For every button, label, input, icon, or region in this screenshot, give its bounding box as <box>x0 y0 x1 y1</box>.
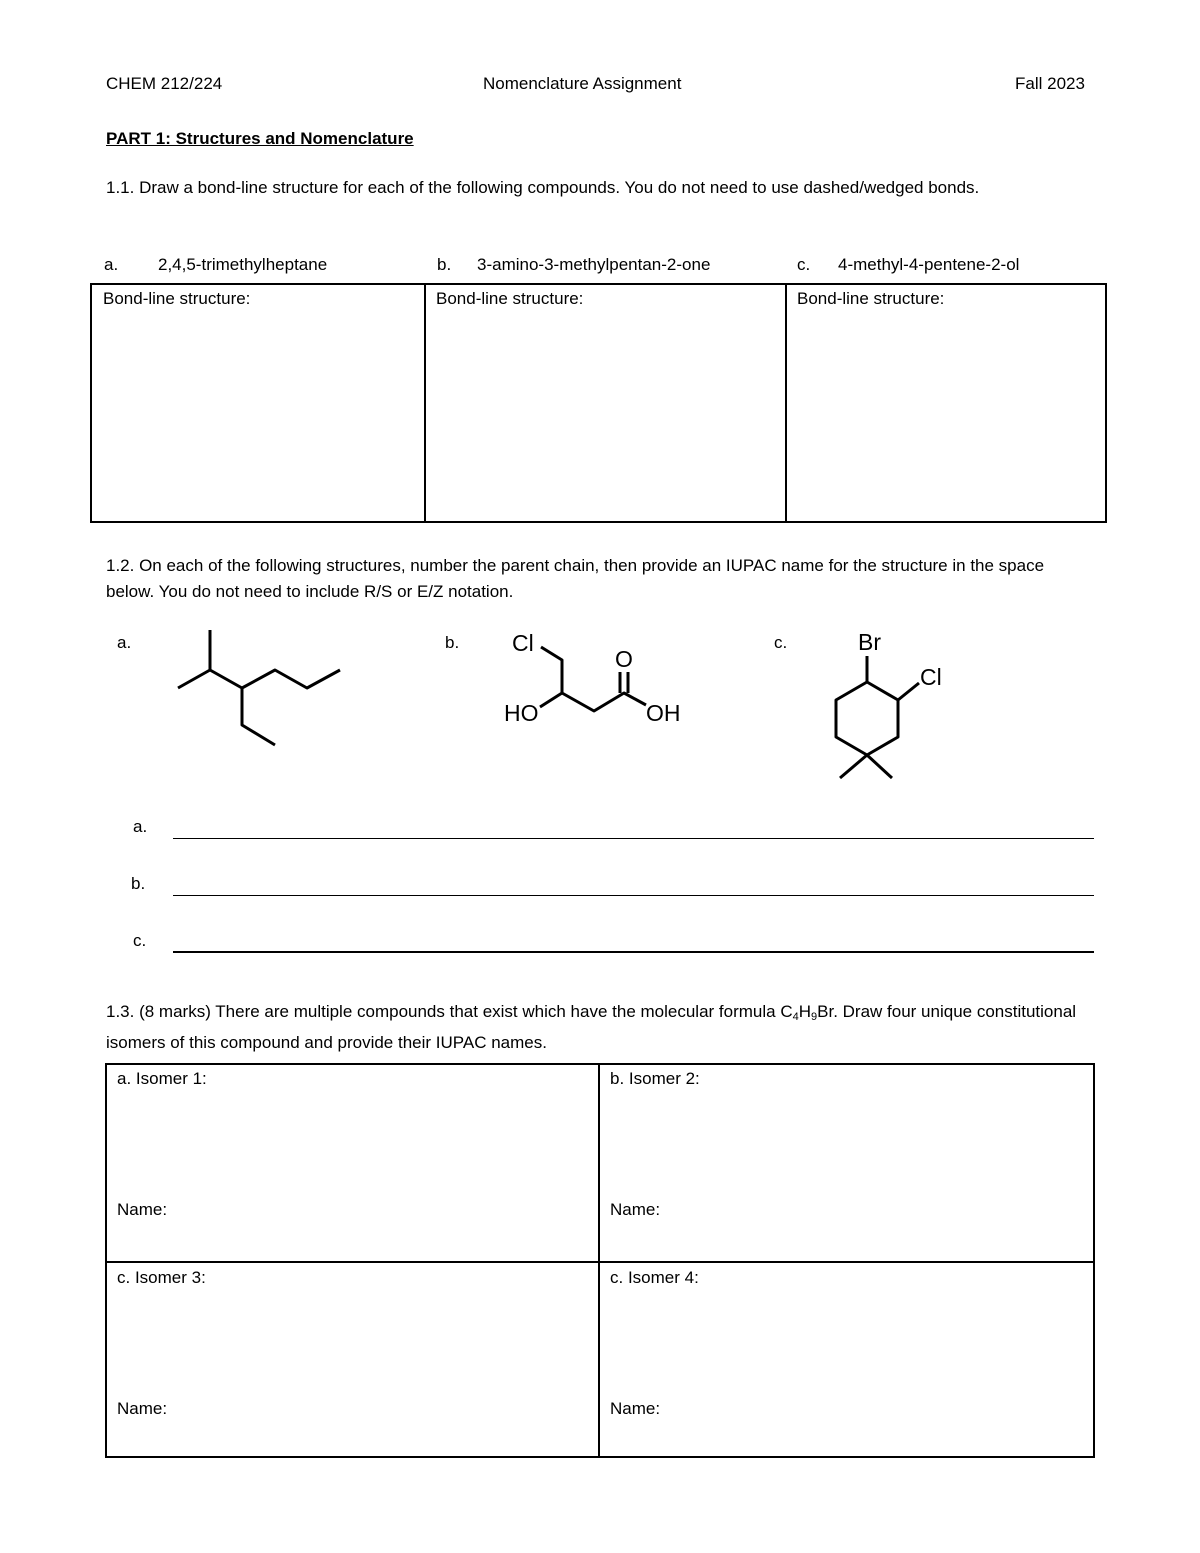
cyclohexane-ring <box>836 682 898 755</box>
course-code: CHEM 212/224 <box>106 74 223 93</box>
q1-2-structure-a-letter: a. <box>117 633 132 652</box>
q1-1-c-compound: 4-methyl-4-pentene-2-ol <box>838 255 1020 274</box>
document-title: Nomenclature Assignment <box>483 74 682 93</box>
formula-br: Br <box>817 1002 834 1021</box>
isomer-1-name-label: Name: <box>117 1200 168 1219</box>
q1-2-answer-c-line[interactable] <box>173 951 1094 953</box>
q1-1-b-cell-label: Bond-line structure: <box>436 289 584 308</box>
q1-1-b-compound: 3-amino-3-methylpentan-2-one <box>477 255 711 274</box>
term: Fall 2023 <box>1015 74 1085 93</box>
bond-path <box>242 688 275 745</box>
atom-label-cl: Cl <box>512 630 534 656</box>
structure-a-skeleton <box>160 620 360 760</box>
isomer-2-label: b. Isomer 2: <box>610 1069 700 1088</box>
q1-1-c-cell-label: Bond-line structure: <box>797 289 945 308</box>
table-divider <box>785 283 787 523</box>
q1-2-instruction: 1.2. On each of the following structures, number the parent chain, then provide an IUPAC name for the structure in the space below. You do not need to include R/S or E/Z notation. <box>106 556 1045 601</box>
q1-2-answer-a-line[interactable] <box>173 838 1094 839</box>
bond-path <box>178 630 210 688</box>
q1-2-structure-b-letter: b. <box>445 633 460 652</box>
q1-1-a-compound: 2,4,5-trimethylheptane <box>158 255 328 274</box>
table-divider <box>424 283 426 523</box>
atom-label-br: Br <box>858 629 881 655</box>
bond-path <box>540 647 562 707</box>
q1-2-answer-a-letter: a. <box>133 817 148 836</box>
isomer-1-label: a. Isomer 1: <box>117 1069 207 1088</box>
bond-path <box>210 670 340 688</box>
q1-2-answer-b-line[interactable] <box>173 895 1094 896</box>
q1-1-c-letter: c. <box>797 255 811 274</box>
isomer-3-name-label: Name: <box>117 1399 168 1418</box>
q1-3-rest: . Draw four unique constitutional isomers of this compound and provide their IUPAC names. <box>106 1002 1077 1052</box>
q1-2-answer-b-letter: b. <box>131 874 146 893</box>
formula-h: H <box>798 1002 812 1021</box>
isomer-3-label: c. Isomer 3: <box>117 1268 206 1287</box>
q1-1-b-letter: b. <box>437 255 452 274</box>
isomer-4-name-label: Name: <box>610 1399 661 1418</box>
structure-b-skeleton <box>500 625 700 735</box>
bond-path <box>898 683 919 700</box>
formula-c: C <box>780 1002 793 1021</box>
part1-heading: PART 1: Structures and Nomenclature <box>106 129 414 148</box>
formula-c-sub: 4 <box>792 1011 799 1023</box>
bond-path <box>562 693 646 711</box>
q1-1-a-cell-label: Bond-line structure: <box>103 289 251 308</box>
isomer-2-name-label: Name: <box>610 1200 661 1219</box>
q1-3-instruction <box>106 999 1096 1056</box>
bond-path <box>867 755 892 778</box>
q1-1-answer-table <box>90 283 1107 523</box>
q1-2-structure-c-letter: c. <box>774 633 788 652</box>
atom-label-cl: Cl <box>920 664 942 690</box>
q1-1-a-letter: a. <box>104 255 119 274</box>
q1-2-answer-c-letter: c. <box>133 931 147 950</box>
atom-label-oh: OH <box>646 700 681 726</box>
structure-c-skeleton <box>820 622 960 792</box>
isomer-4-label: c. Isomer 4: <box>610 1268 699 1287</box>
formula-h-sub: 9 <box>811 1011 818 1023</box>
q1-3-intro: 1.3. (8 marks) There are multiple compounds that exist which have the molecular formula <box>106 1002 781 1021</box>
atom-label-o: O <box>615 646 633 672</box>
table-divider <box>105 1261 1095 1263</box>
q1-1-instruction: 1.1. Draw a bond-line structure for each of the following compounds. You do not need to use dashed/wedged bonds. <box>106 178 980 197</box>
bond-path <box>840 755 867 778</box>
atom-label-ho: HO <box>504 700 539 726</box>
